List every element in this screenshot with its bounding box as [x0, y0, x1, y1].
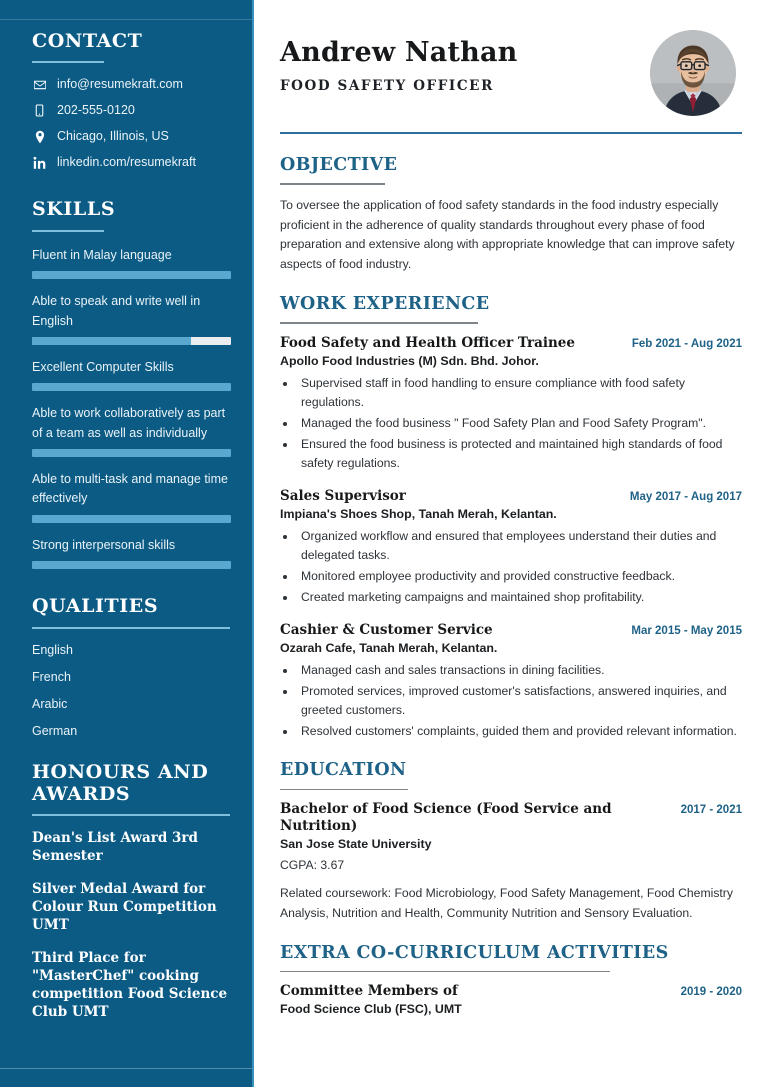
- bullet-item: • Created marketing campaigns and maintained shop profitability.: [297, 588, 742, 607]
- skill-bar-track: [32, 271, 231, 279]
- objective-heading: OBJECTIVE: [280, 155, 398, 175]
- location-pin-icon: [32, 129, 47, 144]
- honours-awards-heading: HONOURS AND AWARDS: [32, 760, 209, 805]
- sidebar: [0, 0, 254, 1087]
- skills-heading-rule: [32, 230, 104, 232]
- profile-photo-illustration: [650, 30, 736, 116]
- experience-organization: Impiana's Shoes Shop, Tanah Merah, Kelantan.: [280, 506, 557, 521]
- education-degree: Bachelor of Food Science (Food Service and Nutrition): [280, 801, 612, 835]
- quality-item: English: [32, 642, 73, 657]
- page-title: Andrew Nathan: [280, 37, 518, 68]
- qualities-list: [32, 643, 232, 739]
- education-entry: [280, 801, 742, 924]
- skills-heading: SKILLS: [32, 198, 116, 221]
- skills-section: [32, 198, 232, 569]
- contact-section: [32, 30, 232, 170]
- experience-title: Sales Supervisor: [280, 487, 406, 504]
- activity-date: 2019 - 2020: [680, 986, 742, 999]
- award-item: Dean's List Award 3rd Semester: [32, 830, 198, 865]
- skill-label: Able to multi-task and manage time effectively: [32, 472, 228, 506]
- education-gpa: CGPA: 3.67: [280, 858, 345, 873]
- bullet-item: • Supervised staff in food handling to ensure compliance with food safety regulations.: [297, 374, 742, 412]
- bullet-item: • Resolved customers' complaints, guided them and provided relevant information.: [297, 722, 742, 741]
- contact-item-location[interactable]: [32, 129, 232, 144]
- education-date: 2017 - 2021: [680, 804, 742, 817]
- extra-activities-heading-rule: [280, 971, 610, 973]
- objective-text: To oversee the application of food safety standards in the food industry especially proficient in the adherence of quality standards throughout every phase of food preparation and extensive along with appropriate knowledge that can improve safety aspects of food industry.: [280, 197, 735, 272]
- skill-bar-track: [32, 337, 231, 345]
- experience-entry: [280, 622, 742, 741]
- contact-linkedin-text: linkedin.com/resumekraft: [57, 155, 196, 170]
- skill-item: [32, 536, 232, 569]
- sidebar-bottom-divider: [0, 1068, 252, 1069]
- header-name-block: [280, 22, 518, 94]
- qualities-section: [32, 595, 232, 738]
- activity-entry: [280, 983, 742, 1017]
- experience-entry-head: [280, 622, 742, 639]
- honours-awards-section: [32, 761, 232, 1022]
- bullet-item: • Promoted services, improved customer's satisfactions, answered inquiries, and greeted customers.: [297, 682, 742, 720]
- contact-item-phone[interactable]: [32, 103, 232, 118]
- quality-item: French: [32, 669, 71, 684]
- skill-bar-fill: [32, 337, 191, 345]
- bullet-item: • Managed cash and sales transactions in dining facilities.: [297, 661, 742, 680]
- bullet-item: • Monitored employee productivity and provided constructive feedback.: [297, 567, 742, 586]
- skill-item: [32, 292, 232, 345]
- experience-organization: Apollo Food Industries (M) Sdn. Bhd. Johor.: [280, 353, 539, 368]
- education-heading: EDUCATION: [280, 760, 407, 781]
- contact-item-linkedin[interactable]: [32, 155, 232, 170]
- avatar: [650, 30, 736, 116]
- extra-activities-section: [280, 944, 742, 1018]
- job-title: FOOD SAFETY OFFICER: [280, 77, 494, 94]
- award-item: Third Place for "MasterChef" cooking competition Food Science Club UMT: [32, 950, 228, 1021]
- skill-item: [32, 358, 232, 391]
- contact-heading-rule: [32, 61, 104, 63]
- skill-bar-track: [32, 383, 231, 391]
- experience-title: Cashier & Customer Service: [280, 622, 493, 639]
- experience-entry: [280, 488, 742, 607]
- skill-bar-fill: [32, 383, 231, 391]
- skill-bar-fill: [32, 515, 231, 523]
- main-content: [254, 0, 768, 1087]
- skill-bar-track: [32, 515, 231, 523]
- skill-item: [32, 404, 232, 457]
- sidebar-top-divider: [0, 19, 252, 20]
- mobile-phone-icon: [32, 103, 47, 118]
- envelope-icon: [32, 77, 47, 92]
- skill-bar-fill: [32, 271, 231, 279]
- experience-date: May 2017 - Aug 2017: [629, 490, 742, 503]
- skill-item: [32, 470, 232, 523]
- skill-label: Excellent Computer Skills: [32, 359, 174, 374]
- resume-header: [280, 22, 742, 116]
- contact-email-text: info@resumekraft.com: [57, 77, 183, 92]
- header-divider: [280, 132, 742, 134]
- bullet-item: • Organized workflow and ensured that employees understand their duties and delegated tasks.: [297, 527, 742, 565]
- education-section: [280, 761, 742, 923]
- activity-organization: Food Science Club (FSC), UMT: [280, 1002, 462, 1017]
- skills-list: [32, 246, 232, 569]
- skill-item: [32, 246, 232, 279]
- objective-section: [280, 156, 742, 275]
- quality-item: Arabic: [32, 696, 68, 711]
- education-coursework: Related coursework: Food Microbiology, Food Safety Management, Food Chemistry Analysis, Nutrition and Health, Community Nutrition and Sensory Evaluation.: [280, 886, 733, 920]
- award-item: Silver Medal Award for Colour Run Competition UMT: [32, 881, 217, 934]
- experience-title: Food Safety and Health Officer Trainee: [280, 334, 575, 351]
- linkedin-icon: [32, 155, 47, 170]
- contact-phone-text: 202-555-0120: [57, 103, 135, 118]
- experience-bullets: [297, 374, 742, 473]
- skill-bar-track: [32, 561, 231, 569]
- experience-entry-head: [280, 335, 742, 352]
- experience-date: Feb 2021 - Aug 2021: [631, 337, 742, 350]
- bullet-item: • Managed the food business " Food Safety Plan and Food Safety Program".: [297, 414, 742, 433]
- skill-label: Fluent in Malay language: [32, 247, 172, 262]
- education-entry-head: [280, 801, 742, 835]
- work-experience-heading: WORK EXPERIENCE: [280, 293, 490, 314]
- skill-bar-fill: [32, 449, 231, 457]
- activity-title: Committee Members of: [280, 983, 458, 1000]
- bullet-item: • Ensured the food business is protected and maintained high standards of food safety regulations.: [297, 435, 742, 473]
- experience-entry: [280, 335, 742, 473]
- experience-entry-head: [280, 488, 742, 505]
- experience-bullets: [297, 661, 742, 741]
- contact-location-text: Chicago, Illinois, US: [57, 129, 169, 144]
- work-experience-section: [280, 295, 742, 742]
- contact-item-email[interactable]: [32, 77, 232, 92]
- quality-item: German: [32, 723, 78, 738]
- experience-organization: Ozarah Cafe, Tanah Merah, Kelantan.: [280, 641, 498, 656]
- skill-label: Strong interpersonal skills: [32, 537, 176, 552]
- education-heading-rule: [280, 789, 408, 791]
- skill-label: Able to speak and write well in English: [32, 294, 201, 328]
- work-experience-heading-rule: [280, 322, 478, 324]
- objective-heading-rule: [280, 183, 385, 185]
- skill-label: Able to work collaboratively as part of a team as well as individually: [32, 406, 226, 440]
- extra-activities-heading: EXTRA CO-CURRICULUM ACTIVITIES: [280, 942, 669, 963]
- contact-heading: CONTACT: [32, 30, 143, 52]
- qualities-heading: QUALITIES: [32, 595, 159, 618]
- skill-bar-track: [32, 449, 231, 457]
- education-institution: San Jose State University: [280, 837, 432, 852]
- activity-entry-head: [280, 983, 742, 1000]
- honours-awards-heading-rule: [32, 814, 230, 816]
- contact-list: [32, 77, 232, 170]
- skill-bar-fill: [32, 561, 231, 569]
- experience-bullets: [297, 527, 742, 607]
- experience-date: Mar 2015 - May 2015: [631, 625, 742, 638]
- qualities-heading-rule: [32, 627, 230, 629]
